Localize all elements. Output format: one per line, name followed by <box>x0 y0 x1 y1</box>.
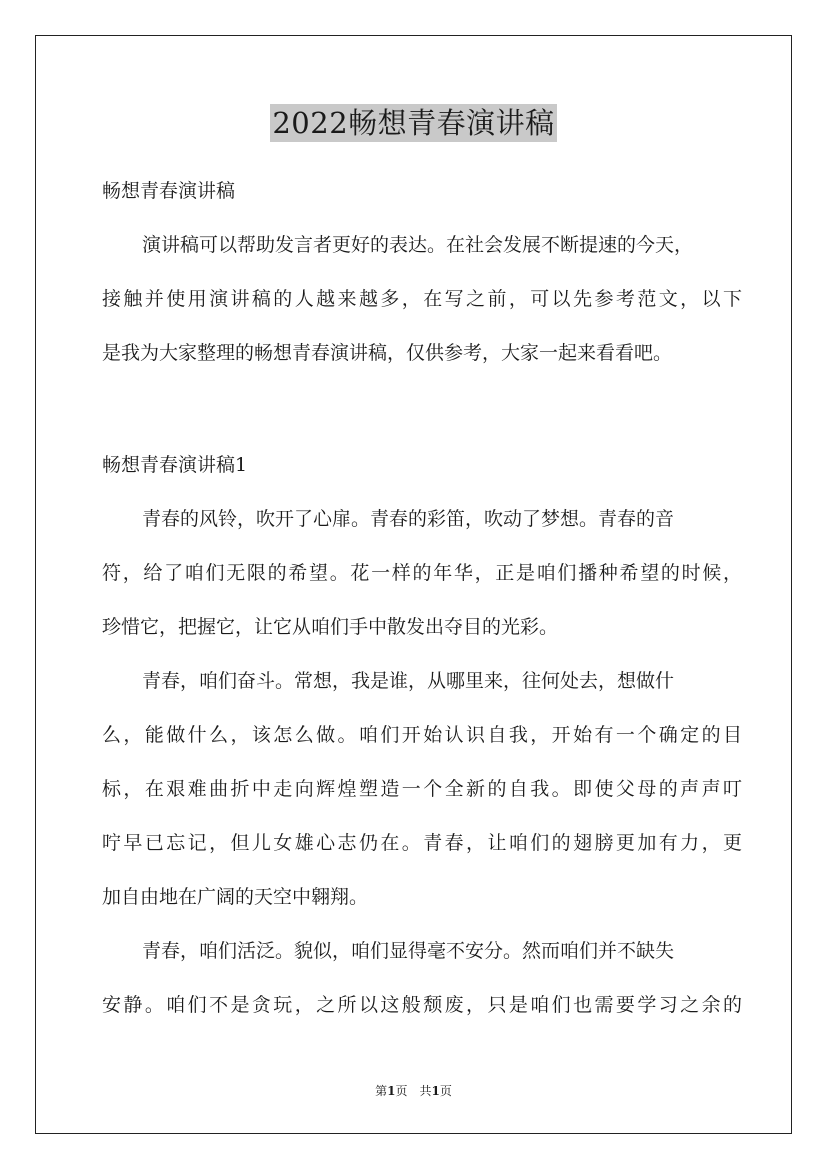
footer-page-number: 1 <box>387 1084 396 1098</box>
para2-line-2: 么，能做什么，该怎么做。咱们开始认识自我，开始有一个确定的目 <box>102 724 742 746</box>
footer-mid: 页 共 <box>395 1084 432 1098</box>
para1-line-3: 珍惜它，把握它，让它从咱们手中散发出夺目的光彩。 <box>102 616 559 638</box>
para3-line-1: 青春，咱们活泛。貌似，咱们显得毫不安分。然而咱们并不缺失 <box>142 940 675 962</box>
intro-line-3: 是我为大家整理的畅想青春演讲稿，仅供参考，大家一起来看看吧。 <box>102 342 673 364</box>
para2-line-3: 标，在艰难曲折中走向辉煌塑造一个全新的自我。即使父母的声声叮 <box>102 778 742 800</box>
para2-line-4: 咛早已忘记，但儿女雄心志仍在。青春，让咱们的翅膀更加有力，更 <box>102 832 742 854</box>
document-title: 2022畅想青春演讲稿 <box>272 106 555 140</box>
para1-line-1: 青春的风铃，吹开了心扉。青春的彩笛，吹动了梦想。青春的音 <box>142 508 675 530</box>
footer-suffix: 页 <box>439 1084 452 1098</box>
intro-line-2: 接触并使用演讲稿的人越来越多，在写之前，可以先参考范文，以下 <box>102 288 742 310</box>
para2-line-1: 青春，咱们奋斗。常想，我是谁，从哪里来，往何处去，想做什 <box>142 670 675 692</box>
para3-line-2: 安静。咱们不是贪玩，之所以这般颓废，只是咱们也需要学习之余的 <box>102 994 742 1016</box>
para2-line-5: 加自由地在广阔的天空中翱翔。 <box>102 886 369 908</box>
footer-prefix: 第 <box>375 1084 388 1098</box>
section-heading: 畅想青春演讲稿1 <box>102 454 248 476</box>
page-footer <box>0 1082 827 1099</box>
title-wrap <box>0 104 827 142</box>
footer-page-total: 1 <box>431 1084 440 1098</box>
para1-line-2: 符，给了咱们无限的希望。花一样的年华，正是咱们播种希望的时候， <box>102 562 742 584</box>
subtitle: 畅想青春演讲稿 <box>102 180 236 202</box>
intro-line-1: 演讲稿可以帮助发言者更好的表达。在社会发展不断提速的今天， <box>142 234 694 256</box>
